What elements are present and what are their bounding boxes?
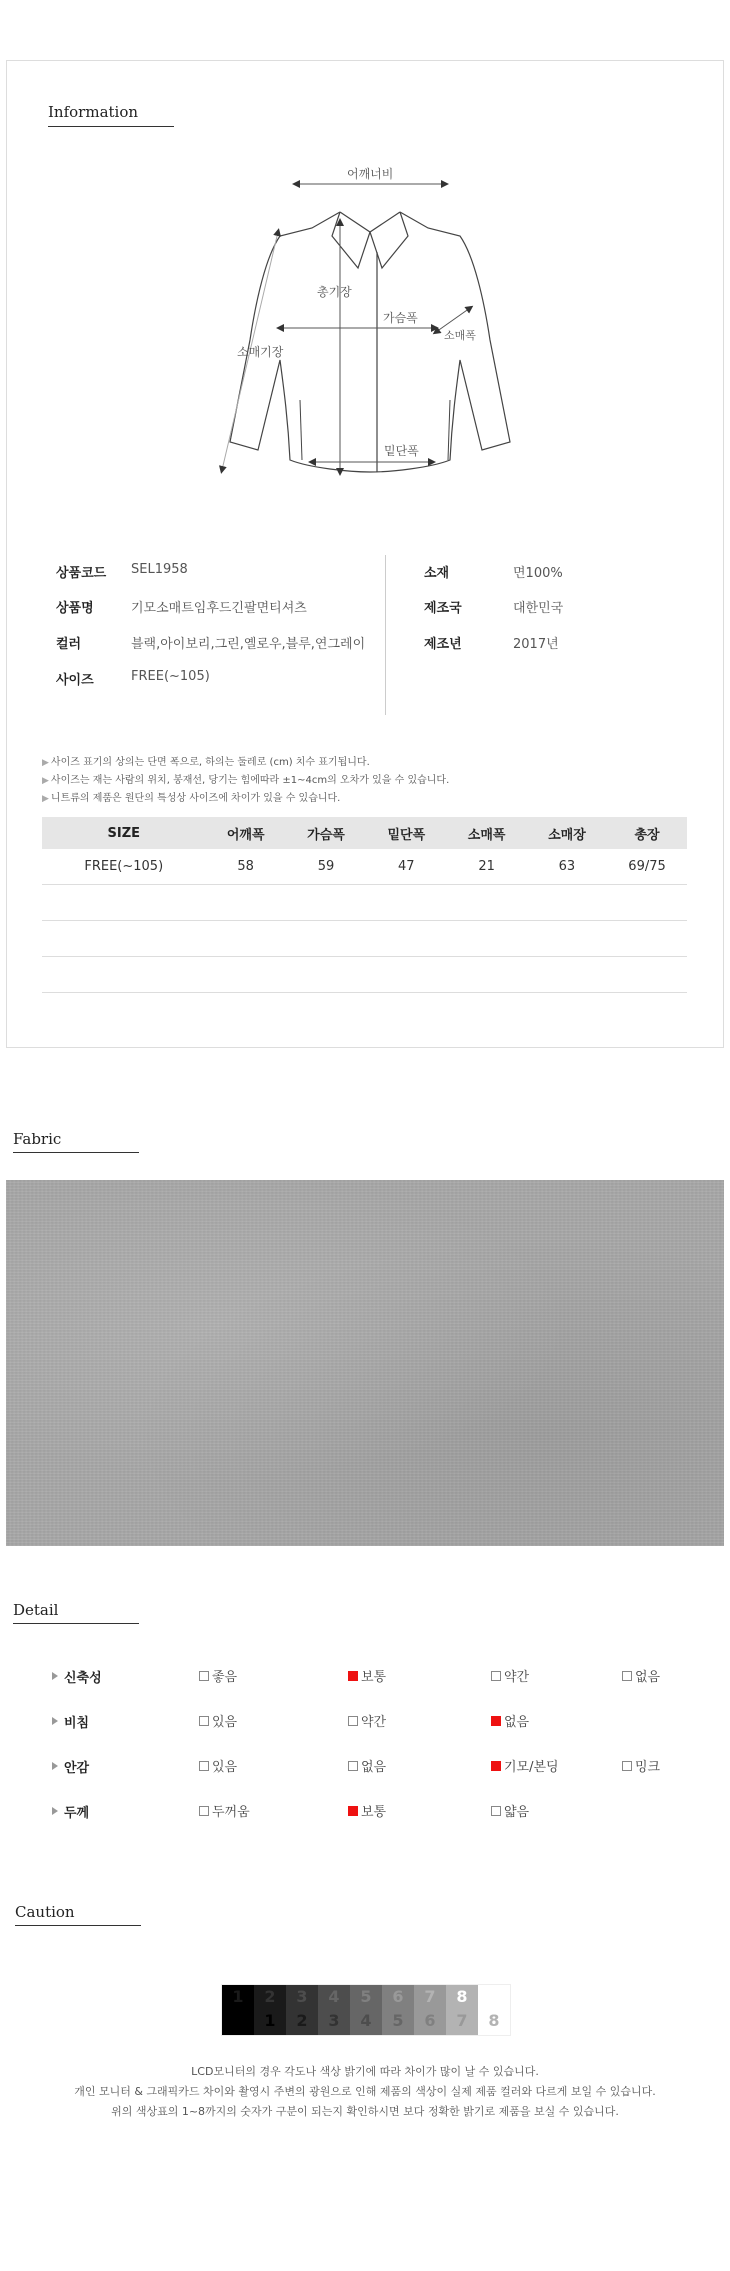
gray-number-top: 6 <box>392 1987 404 2006</box>
sleeve-width-col-header: 소매폭 <box>446 817 526 849</box>
shoulder-col-header: 어깨폭 <box>206 817 286 849</box>
checkbox-icon <box>491 1671 501 1681</box>
hem-col-header: 밑단폭 <box>366 817 446 849</box>
table-cell: 69/75 <box>607 849 687 885</box>
collar-right <box>370 212 408 268</box>
option-thickness-normal[interactable]: 보통 <box>348 1801 386 1820</box>
table-cell: 59 <box>286 849 366 885</box>
collar-left <box>332 212 370 268</box>
option-lining-mink[interactable]: 밍크 <box>622 1756 660 1775</box>
checkbox-checked-icon <box>348 1806 358 1816</box>
detail-bullet-icon <box>52 1762 58 1770</box>
option-sheer-slight[interactable]: 약간 <box>348 1711 386 1730</box>
gray-number-top: 3 <box>296 1987 308 2006</box>
chest-col-header: 가슴폭 <box>286 817 366 849</box>
detail-title: Detail <box>13 1601 59 1619</box>
spec-label-code: 상품코드 <box>56 566 107 581</box>
option-lining-fleece[interactable]: 기모/본딩 <box>491 1756 559 1775</box>
checkbox-checked-icon <box>348 1671 358 1681</box>
shirt-left-outline <box>230 212 370 472</box>
side-seam-right <box>448 400 450 460</box>
spec-value-color: 블랙,아이보리,그린,옐로우,블루,연그레이 <box>131 637 366 652</box>
caution-title: Caution <box>15 1903 75 1921</box>
information-title-underline <box>48 126 174 127</box>
checkbox-checked-icon <box>491 1716 501 1726</box>
spec-divider <box>385 555 386 715</box>
table-row <box>42 849 687 885</box>
spec-value-material: 면100% <box>513 566 563 581</box>
shirt-right-outline <box>370 212 510 472</box>
spec-value-code: SEL1958 <box>131 562 188 577</box>
spec-label-size: 사이즈 <box>56 673 94 688</box>
table-cell: 21 <box>446 849 526 885</box>
option-stretch-normal[interactable]: 보통 <box>348 1666 386 1685</box>
caution-line-1: LCD모니터의 경우 각도나 색상 밝기에 따라 차이가 많이 날 수 있습니다. <box>191 2065 539 2078</box>
brightness-scale <box>221 1984 511 2036</box>
spec-label-country: 제조국 <box>424 601 462 616</box>
size-note-2: ▶ 사이즈는 재는 사람의 위치, 봉재선, 당기는 힘에따라 ±1~4cm의 오차가 있을 수 있습니다. <box>42 775 450 786</box>
caution-line-2: 개인 모니터 & 그래픽카드 차이와 촬영시 주변의 광원으로 인해 제품의 색상이 실제 제품 컬러와 다르게 보일 수 있습니다. <box>74 2085 656 2098</box>
detail-label-stretch: 신축성 <box>64 1671 102 1686</box>
sleeve-length-label: 소매기장 <box>237 345 284 359</box>
detail-title-underline <box>13 1623 139 1624</box>
table-cell: 58 <box>206 849 286 885</box>
size-col-header: SIZE <box>42 817 206 849</box>
table-cell: 63 <box>527 849 607 885</box>
fabric-title-underline <box>13 1152 139 1153</box>
detail-bullet-icon <box>52 1672 58 1680</box>
checkbox-icon <box>199 1716 209 1726</box>
caution-title-underline <box>15 1925 141 1926</box>
note-bullet-icon: ▶ <box>42 758 49 768</box>
table-row-empty <box>42 957 687 993</box>
checkbox-icon <box>622 1761 632 1771</box>
gray-number-top: 1 <box>232 1987 244 2006</box>
detail-bullet-icon <box>52 1717 58 1725</box>
checkbox-icon <box>622 1671 632 1681</box>
spec-value-year: 2017년 <box>513 637 559 652</box>
size-table <box>42 817 687 993</box>
spec-label-color: 컬러 <box>56 637 82 652</box>
option-thickness-thin[interactable]: 얇음 <box>491 1801 529 1820</box>
option-stretch-none[interactable]: 없음 <box>622 1666 660 1685</box>
checkbox-icon <box>199 1806 209 1816</box>
sleeve-length-col-header: 소매장 <box>527 817 607 849</box>
detail-label-thickness: 두께 <box>64 1806 90 1821</box>
size-note-3: ▶ 니트류의 제품은 원단의 특성상 사이즈에 차이가 있을 수 있습니다. <box>42 793 341 804</box>
gray-number-bottom: 1 <box>264 2011 276 2030</box>
gray-number-bottom: 3 <box>328 2011 340 2030</box>
spec-value-name: 기모소매트임후드긴팔면티셔츠 <box>131 601 307 616</box>
option-sheer-none[interactable]: 없음 <box>491 1711 529 1730</box>
gray-number-top: 4 <box>328 1987 340 2006</box>
table-cell: FREE(~105) <box>42 849 206 885</box>
checkbox-icon <box>199 1671 209 1681</box>
note-bullet-icon: ▶ <box>42 794 49 804</box>
spec-label-name: 상품명 <box>56 601 94 616</box>
checkbox-icon <box>199 1761 209 1771</box>
gray-number-bottom: 5 <box>392 2011 404 2030</box>
sleeve-width-label: 소매폭 <box>444 329 476 342</box>
gray-number-top: 8 <box>456 1987 468 2006</box>
gray-number-top: 7 <box>424 1987 436 2006</box>
checkbox-icon <box>348 1761 358 1771</box>
option-sheer-yes[interactable]: 있음 <box>199 1711 237 1730</box>
gray-number-bottom: 4 <box>360 2011 372 2030</box>
fabric-title: Fabric <box>13 1130 62 1148</box>
option-lining-no[interactable]: 없음 <box>348 1756 386 1775</box>
side-seam-left <box>300 400 302 460</box>
spec-label-year: 제조년 <box>424 637 462 652</box>
table-row-empty <box>42 921 687 957</box>
gray-number-bottom: 2 <box>296 2011 308 2030</box>
gray-number-bottom: 7 <box>456 2011 468 2030</box>
checkbox-icon <box>348 1716 358 1726</box>
spec-label-material: 소재 <box>424 566 450 581</box>
gray-number-top: 2 <box>264 1987 276 2006</box>
size-note-1: ▶ 사이즈 표기의 상의는 단면 폭으로, 하의는 둘레로 (cm) 치수 표기됩니다. <box>42 757 370 768</box>
checkbox-checked-icon <box>491 1761 501 1771</box>
length-label: 총기장 <box>317 285 352 299</box>
checkbox-icon <box>491 1806 501 1816</box>
spec-value-size: FREE(~105) <box>131 669 210 684</box>
table-cell: 47 <box>366 849 446 885</box>
caution-line-3: 위의 색상표의 1~8까지의 숫자가 구분이 되는지 확인하시면 보다 정확한 밝기로 제품을 보실 수 있습니다. <box>111 2105 619 2118</box>
detail-bullet-icon <box>52 1807 58 1815</box>
chest-label: 가슴폭 <box>383 311 418 325</box>
hem-label: 밑단폭 <box>384 444 419 458</box>
information-title: Information <box>48 103 139 121</box>
option-stretch-good[interactable]: 좋음 <box>199 1666 237 1685</box>
collar-inner <box>340 212 400 232</box>
spec-value-country: 대한민국 <box>513 601 564 616</box>
option-thickness-thick[interactable]: 두꺼움 <box>199 1801 250 1820</box>
table-row-empty <box>42 885 687 921</box>
fabric-swatch-image <box>6 1180 724 1546</box>
gray-number-bottom: 8 <box>488 2011 500 2030</box>
gray-number-top: 5 <box>360 1987 372 2006</box>
note-bullet-icon: ▶ <box>42 776 49 786</box>
total-length-col-header: 총장 <box>607 817 687 849</box>
detail-label-sheer: 비침 <box>64 1716 90 1731</box>
option-lining-yes[interactable]: 있음 <box>199 1756 237 1775</box>
size-table-header <box>42 817 687 849</box>
garment-diagram <box>200 160 530 500</box>
option-stretch-slight[interactable]: 약간 <box>491 1666 529 1685</box>
shoulder-label: 어깨너비 <box>347 167 394 181</box>
detail-label-lining: 안감 <box>64 1761 90 1776</box>
gray-number-bottom: 6 <box>424 2011 436 2030</box>
